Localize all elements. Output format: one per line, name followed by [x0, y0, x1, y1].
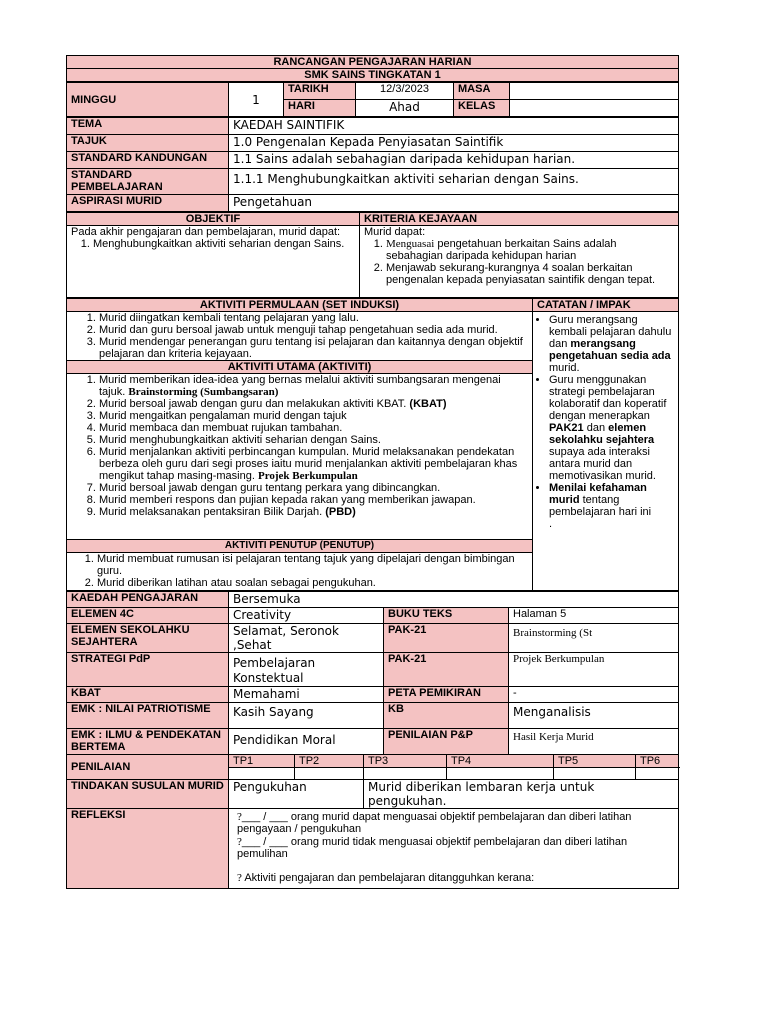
kelas-label: KELAS: [454, 100, 510, 117]
kaedah-label: KAEDAH PENGAJARAN: [67, 592, 229, 608]
question-mark-icon: ?: [237, 811, 242, 823]
kbat-value: Memahami: [229, 687, 384, 703]
tema-label: TEMA: [67, 118, 229, 135]
catatan-text: .: [549, 518, 553, 530]
tindakan-susulan-label: TINDAKAN SUSULAN MURID: [67, 780, 229, 809]
buku-teks-value: Halaman 5: [509, 608, 679, 624]
refleksi-text: Aktiviti pengajaran dan pembelajaran ditangguhkan kerana:: [244, 872, 535, 884]
standard-pembelajaran-label: STANDARD PEMBELAJARAN: [67, 169, 229, 195]
pak21-value: Brainstorming (St: [509, 624, 679, 653]
catatan-text: murid.: [549, 362, 580, 374]
aspirasi-murid-value: Pengetahuan: [229, 195, 679, 212]
catatan-bullet-2: [549, 374, 674, 482]
refleksi-line-3: [237, 872, 674, 884]
standard-pembelajaran-value: 1.1.1 Menghubungkaitkan aktiviti seharian dengan Sains.: [229, 169, 679, 195]
utama-content: [67, 374, 533, 540]
tp-score-cell[interactable]: [364, 768, 447, 780]
kbat-label: KBAT: [67, 687, 229, 703]
tema-value: KAEDAH SAINTIFIK: [229, 118, 679, 135]
question-mark-icon: ?: [237, 872, 242, 884]
tp-cell: TP3: [364, 755, 447, 768]
objektif-content: [67, 226, 360, 298]
question-mark-icon: ?: [237, 836, 242, 848]
penilaian-pp-label: PENILAIAN P&P: [384, 729, 509, 755]
utama-item: [99, 446, 528, 482]
permulaan-item: 1. Murid diingatkan kembali tentang pelajaran yang lalu.: [99, 312, 528, 324]
tp-score-cell[interactable]: [447, 768, 554, 780]
tarikh-label: TARIKH: [284, 83, 356, 100]
catatan-bold: elemen sekolahku sejahtera: [549, 422, 655, 446]
utama-text: Murid bersoal jawab dengan guru dan melakukan aktiviti KBAT.: [99, 398, 407, 410]
penutup-item: 2. Murid diberikan latihan atau soalan sebagai pengukuhan.: [97, 577, 528, 589]
kriteria-item-2: 2. Menjawab sekurang-kurangnya 4 soalan berkaitan pengenalan kepada penyiasatan saintifik dengan tepat.: [386, 262, 674, 286]
emk-nilai-value: Kasih Sayang: [229, 703, 384, 729]
refleksi-content: [229, 809, 679, 889]
refleksi-text: ___ / ___ orang murid dapat menguasai objektif pembelajaran dan diberi latihan pengayaan / pengukuhan: [237, 811, 632, 835]
masa-label: MASA: [454, 83, 510, 100]
penilaian-label: PENILAIAN: [67, 755, 229, 780]
utama-heading: AKTIVITI UTAMA (AKTIVITI): [67, 361, 533, 374]
catatan-text: tentang pembelajaran hari ini: [549, 494, 652, 518]
sejahtera-label: ELEMEN SEKOLAHKU SEJAHTERA: [67, 624, 229, 653]
tajuk-label: TAJUK: [67, 135, 229, 152]
kriteria-intro: Murid dapat:: [364, 226, 426, 238]
pak21-label: PAK-21: [384, 653, 509, 687]
catatan-bold: merangsang pengetahuan sedia ada: [549, 338, 671, 362]
penutup-heading: AKTIVITI PENUTUP (PENUTUP): [67, 540, 533, 553]
buku-teks-label: BUKU TEKS: [384, 608, 509, 624]
peta-pemikiran-label: PETA PEMIKIRAN: [384, 687, 509, 703]
permulaan-heading: AKTIVITI PERMULAAN (SET INDUKSI): [67, 299, 533, 312]
utama-item: 8. Murid memberi respons dan pujian kepada rakan yang memberikan jawapan.: [99, 494, 528, 506]
strategi-value: Pembelajaran Konstektual: [229, 653, 384, 687]
utama-tag: (PBD): [325, 506, 356, 518]
tp-cell: TP4: [447, 755, 554, 768]
hari-value: Ahad: [356, 100, 454, 117]
elemen-4c-label: ELEMEN 4C: [67, 608, 229, 624]
utama-text: Murid memberikan idea-idea yang bernas melalui aktiviti sumbangsaran mengenai tajuk.: [99, 374, 501, 398]
penutup-item: 1. Murid membuat rumusan isi pelajaran tentang tajuk yang dipelajari dengan bimbingan guru.: [97, 553, 528, 577]
objective-table: [66, 212, 679, 298]
header-table: [66, 55, 679, 82]
tp-score-cell[interactable]: [636, 768, 679, 780]
refleksi-line-2: [237, 836, 674, 860]
tp-cell: TP1: [229, 755, 295, 768]
minggu-label: MINGGU: [67, 83, 229, 117]
hari-label: HARI: [284, 100, 356, 117]
kelas-value: [510, 100, 679, 117]
document-title: RANCANGAN PENGAJARAN HARIAN: [67, 56, 679, 69]
utama-text: Murid menjalankan aktiviti perbincangan kumpulan. Murid melaksanakan pendekatan berbeza oleh guru dari segi proses iaitu murid menjalankan aktiviti pembelajaran khas mengikut tahap masing-masing.: [99, 446, 518, 482]
kriteria-content: [360, 226, 679, 298]
emk-nilai-label: EMK : NILAI PATRIOTISME: [67, 703, 229, 729]
minggu-value: 1: [229, 83, 284, 117]
utama-tag: (KBAT): [409, 398, 447, 410]
utama-text: Murid melaksanakan pentaksiran Bilik Darjah.: [99, 506, 323, 518]
tp-cell: TP2: [295, 755, 364, 768]
tajuk-value: 1.0 Pengenalan Kepada Penyiasatan Saintifik: [229, 135, 679, 152]
permulaan-item: 3. Murid mendengar penerangan guru tentang isi pelajaran dan kaitannya dengan objektif pelajaran dan kriteria kejayaan.: [99, 336, 528, 360]
pak21-value: Projek Berkumpulan: [509, 653, 679, 687]
permulaan-item: 2. Murid dan guru bersoal jawab untuk menguji tahap pengetahuan sedia ada murid.: [99, 324, 528, 336]
tp-score-cell[interactable]: [229, 768, 295, 780]
tarikh-value: 12/3/2023: [356, 83, 454, 100]
tp-score-cell[interactable]: [554, 768, 636, 780]
masa-value: [510, 83, 679, 100]
emk-ilmu-label: EMK : ILMU & PENDEKATAN BERTEMA: [67, 729, 229, 755]
kriteria-item-1: [386, 238, 674, 262]
school-subtitle: SMK SAINS TINGKATAN 1: [67, 69, 679, 82]
strategi-label: STRATEGI PdP: [67, 653, 229, 687]
catatan-content: [533, 312, 679, 591]
lesson-plan-sheet: [66, 55, 678, 889]
refleksi-line-1: [237, 811, 674, 835]
catatan-text: dan: [586, 422, 606, 434]
standard-kandungan-value: 1.1 Sains adalah sebahagian daripada kehidupan harian.: [229, 152, 679, 169]
utama-item: 7. Murid bersoal jawab dengan guru tentang perkara yang dibincangkan.: [99, 482, 528, 494]
aspirasi-murid-label: ASPIRASI MURID: [67, 195, 229, 212]
kriteria-item-1-text: pengetahuan berkaitan Sains adalah sebahagian daripada kehidupan harian: [386, 238, 617, 262]
tindakan-susulan-detail: Murid diberikan lembaran kerja untuk pengukuhan.: [364, 780, 679, 809]
catatan-bold: PAK21: [549, 422, 584, 434]
utama-item: [99, 374, 528, 398]
topic-table: [66, 117, 679, 212]
kb-label: KB: [384, 703, 509, 729]
pak21-label: PAK-21: [384, 624, 509, 653]
emk-ilmu-value: Pendidikan Moral: [229, 729, 384, 755]
utama-item: 4. Murid membaca dan membuat rujukan tambahan.: [99, 422, 528, 434]
catatan-text: Guru merangsang kembali pelajaran dahulu dan: [549, 314, 672, 350]
permulaan-content: [67, 312, 533, 361]
tindakan-susulan-value: Pengukuhan: [229, 780, 364, 809]
utama-tag: Brainstorming (Sumbangsaran): [128, 386, 279, 398]
tp-cell: TP6: [636, 755, 679, 768]
kb-value: Menganalisis: [509, 703, 679, 729]
info-table: [66, 82, 679, 117]
catatan-bold: Menilai kefahaman murid: [549, 482, 647, 506]
objektif-item: 1. Menghubungkaitkan aktiviti seharian dengan Sains.: [93, 238, 355, 250]
catatan-bullet-3: [549, 482, 674, 530]
utama-item: [99, 506, 528, 518]
peta-pemikiran-value: -: [509, 687, 679, 703]
utama-tag: Projek Berkumpulan: [257, 470, 358, 482]
catatan-bullet-1: [549, 314, 674, 374]
kriteria-item-1-word: Menguasai: [386, 238, 435, 250]
objektif-intro: Pada akhir pengajaran dan pembelajaran, murid dapat:: [71, 226, 341, 238]
tp-cell: TP5: [554, 755, 636, 768]
catatan-heading: CATATAN / IMPAK: [533, 299, 679, 312]
refleksi-text: ___ / ___ orang murid tidak menguasai objektif pembelajaran dan diberi latihan pemulihan: [237, 836, 628, 860]
kriteria-heading: KRITERIA KEJAYAAN: [360, 213, 679, 226]
penilaian-pp-value: Hasil Kerja Murid: [509, 729, 679, 755]
utama-item: 3. Murid mengaitkan pengalaman murid dengan tajuk: [99, 410, 528, 422]
catatan-text: Guru menggunakan strategi pembelajaran kolaboratif dan koperatif dengan menerapkan: [549, 374, 667, 422]
kaedah-value: Bersemuka: [229, 592, 679, 608]
objektif-heading: OBJEKTIF: [67, 213, 360, 226]
tp-score-cell[interactable]: [295, 768, 364, 780]
activity-table: [66, 298, 679, 591]
penutup-content: [67, 553, 533, 591]
refleksi-label: REFLEKSI: [67, 809, 229, 889]
utama-item: 5. Murid menghubungkaitkan aktiviti seharian dengan Sains.: [99, 434, 528, 446]
utama-item: [99, 398, 528, 410]
details-table: [66, 591, 679, 889]
catatan-text: supaya ada interaksi antara murid dan memotivasikan murid.: [549, 446, 656, 482]
standard-kandungan-label: STANDARD KANDUNGAN: [67, 152, 229, 169]
elemen-4c-value: Creativity: [229, 608, 384, 624]
sejahtera-value: Selamat, Seronok ,Sehat: [229, 624, 384, 653]
